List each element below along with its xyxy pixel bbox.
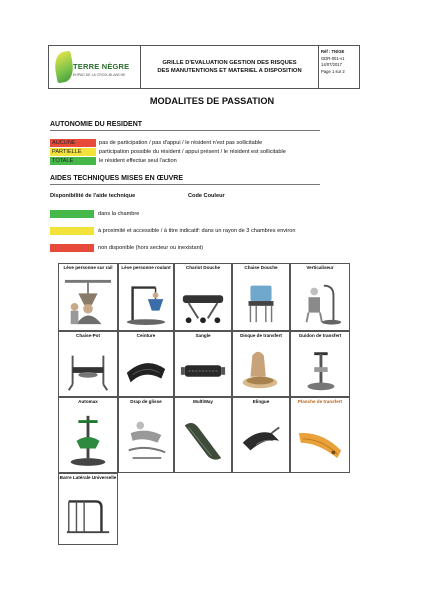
- shower-chair-icon: [237, 278, 285, 326]
- logo-subtitle: EHPAD DE LA CROIX-BLANCHE: [73, 73, 126, 77]
- logo: [49, 46, 141, 88]
- equipment-cell: [232, 397, 290, 473]
- equipment-label: Ceinture: [136, 333, 156, 338]
- equipment-cell: [58, 473, 118, 545]
- level-text: participation possible du résident / appui présent / le résident est sollicitable: [99, 148, 286, 155]
- equipment-cell: [58, 331, 118, 397]
- side-rail-icon: [63, 488, 113, 540]
- equipment-cell: [232, 263, 290, 331]
- level-text: pas de participation / pas d'appui / le résident n'est pas sollicitable: [99, 139, 263, 146]
- document-header: [48, 45, 360, 89]
- availability-label: Disponibilité de l'aide technique: [50, 193, 136, 199]
- section-aides: [50, 175, 183, 182]
- equipment-cell: [118, 263, 174, 331]
- title-line-2: DES MANUTENTIONS ET MATERIEL A DISPOSITION: [157, 68, 302, 74]
- sling-icon: [179, 346, 227, 394]
- shower-trolley-icon: [179, 278, 227, 326]
- document-title: [141, 46, 319, 88]
- document-meta: [319, 46, 359, 88]
- code-swatch: [50, 227, 94, 235]
- equipment-label: Sangle: [195, 333, 211, 338]
- divider: [50, 130, 320, 131]
- doc-date: 14/07/2017: [321, 62, 342, 68]
- level-row: [50, 147, 286, 156]
- elingue-icon: [237, 412, 285, 468]
- equipment-cell: [118, 397, 174, 473]
- section-autonomie-heading: AUTONOMIE DU RESIDENT: [50, 121, 143, 128]
- equipment-cell: [290, 263, 350, 331]
- transfer-board-icon: [295, 412, 345, 468]
- code-swatch: [50, 210, 94, 218]
- code-text: dans la chambre: [98, 211, 140, 217]
- standing-aid-icon: [295, 278, 345, 326]
- code-swatch: [50, 244, 94, 252]
- commode-chair-icon: [63, 346, 113, 394]
- section-autonomie: [50, 121, 142, 128]
- divider: [50, 184, 320, 185]
- code-text: non disponible (hors secteur ou inexistant): [98, 245, 204, 251]
- level-row: [50, 156, 177, 165]
- level-row: [50, 138, 262, 147]
- equipment-cell: [290, 397, 350, 473]
- multiway-icon: [179, 412, 227, 468]
- equipment-cell: [118, 331, 174, 397]
- slide-sheet-icon: [123, 412, 169, 468]
- equipment-cell: [58, 263, 118, 331]
- equipment-label: Planche de transfert: [297, 399, 343, 404]
- doc-ref: Réf : TN/GE: [321, 49, 345, 54]
- equipment-label: Chaise-Pot: [76, 333, 100, 338]
- code-text: à proximité et accessible / à titre indicatif: dans un rayon de 3 chambres environ: [98, 228, 296, 234]
- equipment-label: Disque de transfert: [240, 333, 282, 338]
- main-title: MODALITES DE PASSATION: [149, 96, 275, 106]
- ceiling-lift-icon: [63, 278, 113, 326]
- equipment-label: Elingue: [252, 399, 270, 404]
- equipment-cell: [290, 331, 350, 397]
- equipment-label: Lève personne sur rail: [63, 265, 113, 270]
- equipment-label: Verticaliseur: [306, 265, 334, 270]
- transfer-disc-icon: [237, 346, 285, 394]
- belt-icon: [123, 346, 169, 394]
- code-color-label: Code Couleur: [188, 193, 225, 199]
- equipment-cell: [174, 331, 232, 397]
- code-row: [50, 210, 139, 218]
- equipment-cell: [174, 397, 232, 473]
- transfer-handle-icon: [295, 346, 345, 394]
- equipment-cell: [232, 331, 290, 397]
- doc-page: Page 1 sur 2: [321, 68, 345, 74]
- equipment-cell: [58, 397, 118, 473]
- level-swatch: PARTIELLE: [50, 148, 96, 156]
- code-row: [50, 244, 203, 252]
- mobile-lift-icon: [123, 278, 169, 326]
- level-swatch: AUCUNE: [50, 139, 96, 147]
- equipment-label: Guidon de transfert: [298, 333, 342, 338]
- logo-name: TERRE NÈGRE: [73, 62, 130, 71]
- equipment-label: Drap de glisse: [130, 399, 162, 404]
- equipment-label: MultiWay: [193, 399, 213, 404]
- level-text: le résident effectue seul l'action: [99, 157, 177, 164]
- title-line-1: GRILLE D'EVALUATION GESTION DES RISQUES: [162, 60, 297, 66]
- code-row: [50, 227, 295, 235]
- equipment-label: Chariot Douche: [185, 265, 221, 270]
- equipment-label: Lève personne roulant: [121, 265, 171, 270]
- equipment-cell: [174, 263, 232, 331]
- automax-icon: [63, 412, 113, 468]
- doc-id: GDR-001-v1: [321, 55, 345, 61]
- equipment-label: Chaise Douche: [244, 265, 278, 270]
- equipment-label: Barre Latérale Universelle: [59, 475, 117, 480]
- equipment-label: Automax: [78, 399, 98, 404]
- level-swatch: TOTALE: [50, 157, 96, 165]
- section-aides-heading: AIDES TECHNIQUES MISES EN ŒUVRE: [50, 175, 184, 182]
